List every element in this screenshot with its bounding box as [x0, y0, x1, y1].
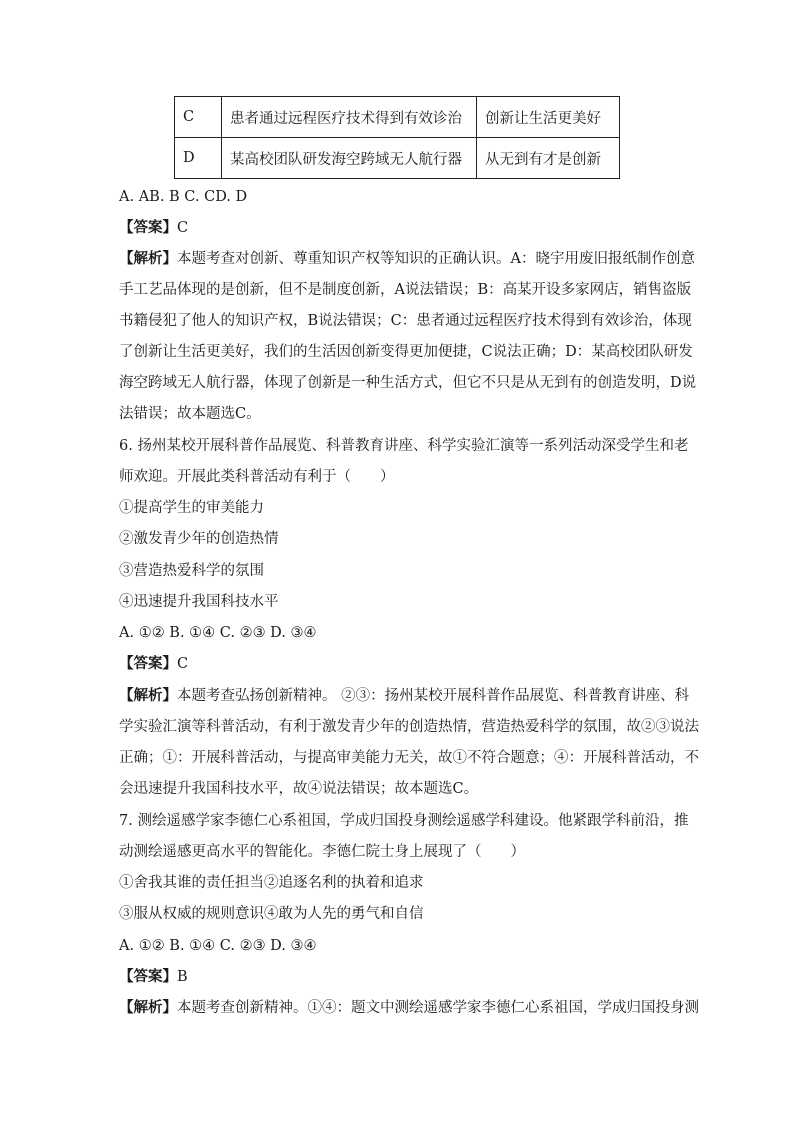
answer-value: B	[177, 969, 188, 985]
q5-analysis-line: 手工艺品体现的是创新，但不是制度创新，A说法错误；B：高某开设多家网店，销售盗版	[119, 282, 692, 298]
answer-value: C	[177, 220, 189, 236]
table-row	[175, 97, 620, 138]
q5-analysis-line: 书籍侵犯了他人的知识产权，B说法错误；C：患者通过远程医疗技术得到有效诊治，体现	[119, 313, 692, 329]
row-example: 某高校团队研发海空跨域无人航行器	[222, 138, 477, 179]
q6-answer	[119, 654, 188, 674]
q7-options: A. ①② B. ①④ C. ②③ D. ③④	[119, 938, 317, 954]
q5-analysis-line: 海空跨域无人航行器，体现了创新是一种生活方式，但它不只是从无到有的创造发明，D说	[119, 375, 697, 391]
q5-analysis-line: 【解析】本题考查对创新、尊重知识产权等知识的正确认识。A：晓宇用废旧报纸制作创意	[119, 250, 695, 267]
table-row	[175, 138, 620, 179]
row-letter: D	[175, 138, 222, 179]
answer-value: C	[177, 656, 189, 672]
row-letter: C	[175, 97, 222, 138]
q6-analysis-line: 会迅速提升我国科技水平，故④说法错误；故本题选C。	[119, 781, 479, 797]
row-example: 患者通过远程医疗技术得到有效诊治	[222, 97, 477, 138]
analysis-label: 【解析】	[119, 999, 177, 1016]
q6-analysis-line: 学实验汇演等科普活动，有利于激发青少年的创造热情，营造热爱科学的氛围，故②③说法	[119, 719, 699, 735]
q7-item: ③服从权威的规则意识④敢为人先的勇气和自信	[119, 906, 424, 922]
q7-item: ①舍我其谁的责任担当②追逐名利的执着和追求	[119, 875, 424, 891]
answer-label: 【答案】	[119, 968, 177, 985]
q6-options: A. ①② B. ①④ C. ②③ D. ③④	[119, 625, 317, 641]
q5-analysis-line: 法错误；故本题选C。	[119, 406, 261, 422]
q6-analysis-line: 正确；①：开展科普活动，与提高审美能力无关，故①不符合题意；④：开展科普活动，不	[119, 750, 699, 766]
q7-stem-line: 7. 测绘遥感学家李德仁心系祖国，学成归国投身测绘遥感学科建设。他紧跟学科前沿，推	[119, 813, 689, 829]
answer-label: 【答案】	[119, 219, 177, 236]
row-view: 创新让生活更美好	[477, 97, 620, 138]
q6-stem-line: 6. 扬州某校开展科普作品展览、科普教育讲座、科学实验汇演等一系列活动深受学生和老	[119, 438, 689, 454]
analysis-label: 【解析】	[119, 687, 177, 704]
q6-item: ③营造热爱科学的氛围	[119, 563, 264, 579]
q7-answer	[119, 967, 188, 987]
q5-options: A. AB. B C. CD. D	[119, 189, 248, 205]
q7-analysis-line: 【解析】本题考查创新精神。①④：题文中测绘遥感学家李德仁心系祖国，学成归国投身测	[119, 999, 699, 1016]
row-view: 从无到有才是创新	[477, 138, 620, 179]
q6-analysis-line: 【解析】本题考查弘扬创新精神。 ②③：扬州某校开展科普作品展览、科普教育讲座、科	[119, 687, 690, 704]
q6-item: ④迅速提升我国科技水平	[119, 594, 279, 610]
analysis-label: 【解析】	[119, 250, 177, 267]
q5-answer	[119, 218, 188, 238]
q6-stem-line: 师欢迎。开展此类科普活动有利于（ ）	[119, 469, 395, 485]
answer-label: 【答案】	[119, 655, 177, 672]
q6-item: ②激发青少年的创造热情	[119, 531, 279, 547]
q7-stem-line: 动测绘遥感更高水平的智能化。李德仁院士身上展现了（ ）	[119, 844, 525, 860]
q6-item: ①提高学生的审美能力	[119, 500, 264, 516]
options-table	[174, 96, 620, 179]
q5-analysis-line: 了创新让生活更美好，我们的生活因创新变得更加便捷，C说法正确；D：某高校团队研发	[119, 344, 693, 360]
